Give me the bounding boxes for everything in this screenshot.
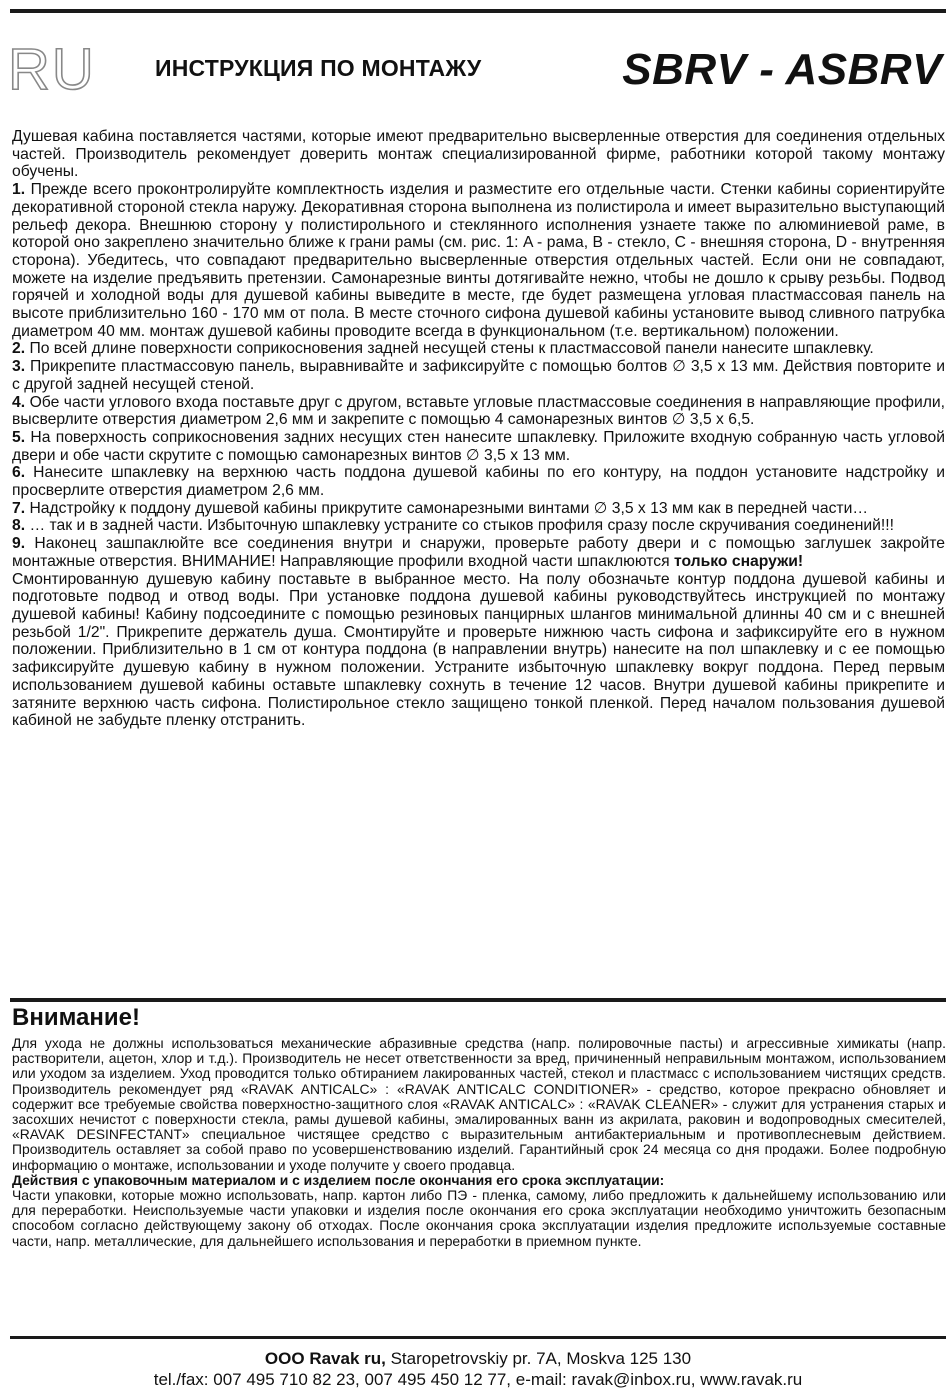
step-number: 5. [12,428,26,446]
document-title: ИНСТРУКЦИЯ ПО МОНТАЖУ [155,55,482,81]
step-text: По всей длине поверхности соприкосновения задней несущей стены к пластмассовой панели нанесите шпаклевку. [25,340,874,358]
step-3 [12,358,945,393]
disposal-paragraph: Части упаковки, которые можно использовать, напр. картон либо ПЭ - пленка, самому, либо предложить к дальнейшему использованию или для переработки. Неиспользуемые части упаковки и изделия после окончания его срока эксплуатации необходимо уничтожить безопасным способом согласно действующему закону об отходах. После окончания срока эксплуатации изделия предложите используемые составные части, напр. металлические, для дальнейшего использования и переработки в приемном пункте. [12,1187,946,1249]
step-number: 6. [12,464,26,482]
footer-rule [10,1336,946,1339]
attention-heading: Внимание! [12,1004,140,1031]
step-2 [12,340,945,358]
installation-text [12,128,945,730]
step-text: Прикрепите пластмассовую панель, выравнивайте и зафиксируйте с помощью болтов ∅ 3,5 х 13 мм. Действия повторите и с другой задней несущей стеной. [12,358,945,393]
step-1 [12,181,945,340]
step-number: 1. [12,181,26,199]
step-5 [12,429,945,464]
step-text: Прежде всего проконтролируйте комплектность изделия и разместите его отдельные части. Стенки кабины сориентируйте декоративной стороной стекла наружу. Декоративная сторона выполнена из полистирола и имеет выразительно выступающий рельеф декора. Внешнюю сторону у полистирольного и стеклянного исполнения узнаете также по алюминиевой раме, в которой оно закреплено значительно ближе к грани рамы (см. рис. 1: A - рама, B - стекло, C - внешняя сторона, D - внутренняя сторона). Убедитесь, что совпадают предварительно высверленные отверстия отдельных частей. Если они не совпадают, можете на изделие предъявить претензии. Самонарезные винты дотягивайте нежно, чтобы не дошло к срыву резьбы. Подвод горячей и холодной воды для душевой кабины выведите в месте, где будет размещена угловая пластмассовая панель на высоте приблизительно 160 - 170 мм от пола. В месте сточного сифона душевой кабины установите вывод сливного патрубка диаметром 40 мм. монтаж душевой кабины проводите всегда в функциональном (т.е. вертикальном) положении. [12,181,945,340]
care-paragraph: Для ухода не должны использоваться механические абразивные средства (напр. полировочные пасты) и агрессивные химикаты (напр. растворители, ацетон, хлор и т.д.). Производитель не несет ответственности за вред, причиненный неправильным монтажом, использованием или уходом за изделием. Уход проводится только обтиранием лакированных частей, стекол и пластмасс с использованием чистящих средств. Производитель рекомендует ряд «RAVAK ANTICALC» : «RAVAK ANTICALC CONDITIONER» - средство, которое прекрасно обновляет и содержит все требуемые свойства поверхностно-защитного слоя «RAVAK ANTICALC» : «RAVAK CLEANER» - служит для устранения старых и засохших нечистот с поверхности стекла, рамы душевой кабины, эмалированных ванн из акрилата, раковин и водопроводных смесителей, «RAVAK DESINFECTANT» специальное чистящее средство с выразительным антибактериальным и противоплесневым действием. Производитель оставляет за собой право по усовершенствованию изделий. Гарантийный срок 24 месяца со дня продажи. Более подробную информацию о монтаже, использовании и уходе получите у своего продавца. [12,1035,946,1173]
company-address: Staropetrovskiy pr. 7A, Moskva 125 130 [385,1349,692,1368]
step-text: Наконец зашпаклюйте все соединения внутри и снаружи, проверьте работу двери и с помощью заглушек закройте монтажные отверстия. ВНИМАНИЕ! Направляющие профили входной части шпаклюются [12,535,945,570]
care-section [12,1036,946,1249]
step-number: 8. [12,517,26,535]
step-6 [12,464,945,499]
step-text: Нанесите шпаклевку на верхнюю часть поддона душевой кабины по его контуру, на поддон установите надстройку и просверлите отверстия диаметром 2,6 мм. [12,464,945,500]
disposal-heading: Действия с упаковочным материалом и с изделием после окончания его срока эксплуатации: [12,1171,665,1188]
intro-paragraph: Душевая кабина поставляется частями, которые имеют предварительно высверленные отверстия для соединения отдельных частей. Производитель рекомендует доверить монтаж специализированной фирме, работники которой такому монтажу обучены. [12,128,945,181]
top-rule [10,9,946,13]
step-text: … так и в задней части. Избыточную шпаклевку устраните со стыков профиля сразу после скручивания соединений!!! [25,517,894,535]
model-name: SBRV - ASBRV [622,45,942,94]
step-8 [12,517,945,535]
step-4 [12,394,945,429]
closing-paragraph: Смонтированную душевую кабину поставьте в выбранное место. На полу обозначьте контур поддона душевой кабины и подготовьте подвод и отвод воды. При установке поддона душевой кабины руководствуйтесь инструкцией по монтажу душевой кабины! Кабину подсоедините с помощью резиновых панцирных шлангов минимальной длинны 40 см и с внешней резьбой 1/2". Прикрепите держатель душа. Смонтируйте и проверьте нижнюю часть сифона и зафиксируйте его в нужном положении. Приблизительно в 1 см от контура поддона (в направлении внутрь) нанесите на пол шпаклевку и с ее помощью зафиксируйте душевую кабину в нужном положении. Устраните избыточную шпаклевку вокруг поддона. Перед первым использованием душевой кабины оставьте шпаклевку сохнуть в течение 12 часов. Внутри душевой кабины прикрепите и затяните верхнюю часть сифона. Полистирольное стекло защищено тонкой пленкой. Перед началом пользования душевой кабиной не забудьте пленку отстранить. [12,570,945,730]
step-number: 2. [12,340,26,358]
step-text: Обе части углового входа поставьте друг с другом, вставьте угловые пластмассовые соединения в направляющие профили, высверлите отверстия диаметром 2,6 мм и закрепите с помощью 4 самонарезных винтов ∅ 3,5 х 6,5. [12,393,945,429]
section-rule [10,998,946,1002]
step-7 [12,500,945,518]
step-text: Надстройку к поддону душевой кабины прикрутите самонарезными винтами ∅ 3,5 х 13 мм как в передней части… [25,499,869,517]
company-name: OOO Ravak ru, [264,1349,386,1368]
step-number: 3. [12,358,26,376]
step-number: 9. [12,535,26,553]
step-9 [12,535,945,570]
step-emphasis: только снаружи! [674,552,804,570]
footer-address-line [10,1349,946,1369]
step-number: 7. [12,499,26,517]
step-text: На поверхность соприкосновения задних несущих стен нанесите шпаклевку. Приложите входную собранную часть угловой двери и обе части скрутите с помощью самонарезных винтов ∅ 3,5 х 13 мм. [12,428,945,464]
language-code: RU [8,37,96,102]
footer-contacts-line: tel./fax: 007 495 710 82 23, 007 495 450 12 77, e-mail: ravak@inbox.ru, www.ravak.ru [153,1370,803,1389]
step-number: 4. [12,393,26,411]
